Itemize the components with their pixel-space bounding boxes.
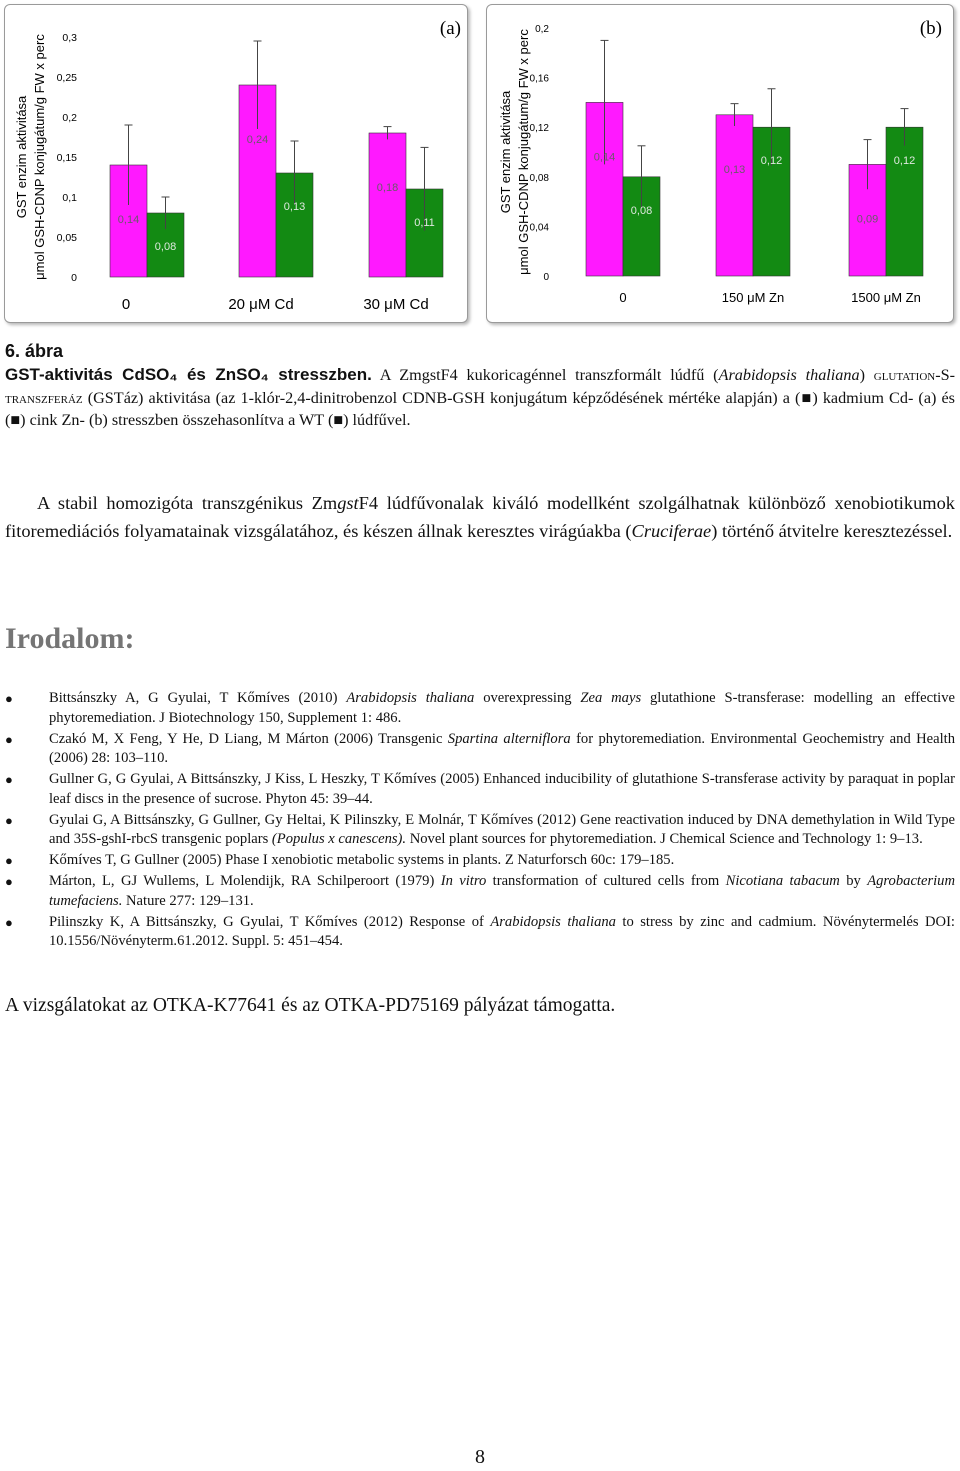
body-text: A stabil homozigóta transzgénikus Zm [37, 493, 338, 513]
data-label: 0,12 [893, 155, 916, 168]
figure-number: 6. ábra [5, 341, 64, 361]
x-category-label: 20 μM Cd [228, 296, 294, 313]
data-label: 0,12 [760, 155, 783, 168]
reference-text: Czakó M, X Feng, Y He, D Liang, M Márton (2006) Transgenic [49, 730, 448, 747]
legend-square-icon: ■ [800, 388, 813, 407]
bullet-icon: ● [5, 853, 13, 868]
data-label: 0,14 [593, 151, 616, 164]
reference-item [5, 689, 955, 728]
bar-transgenic [369, 133, 406, 277]
data-label: 0,11 [414, 217, 435, 229]
x-category-label: 0 [121, 296, 131, 313]
references-heading: Irodalom: [5, 622, 135, 655]
y-tick-label: 0 [543, 272, 549, 283]
y-tick-label: 0,16 [529, 73, 549, 85]
reference-item [5, 730, 955, 769]
caption-part: ) [859, 366, 874, 384]
reference-text: Kőmíves T, G Gullner (2005) Phase I xenobiotic metabolic systems in plants. Z Naturforsch 60c: 179–185. [49, 852, 675, 868]
chart-panel-a [4, 4, 468, 323]
body-family: Cruciferae [631, 520, 712, 541]
reference-italic: Zea mays [580, 690, 642, 706]
data-label: 0,09 [856, 213, 879, 226]
reference-text: for phytoremediation. Environmental Geochemistry and Health (2006) 28: 103–110. [49, 730, 956, 766]
data-label: 0,14 [117, 214, 140, 226]
caption-species: Arabidopsis thaliana [718, 366, 860, 384]
bullet-icon: ● [5, 914, 13, 930]
bullet-icon: ● [5, 874, 13, 889]
bullet-icon: ● [5, 772, 13, 787]
figure-title: GST-aktivitás CdSO₄ és ZnSO₄ stresszben. [5, 365, 372, 384]
reference-item [5, 851, 955, 871]
caption-enzyme: glutation-S-transzferáz [5, 366, 955, 407]
data-label: 0,08 [154, 241, 177, 253]
reference-text: Pilinszky K, A Bittsánszky, G Gyulai, T Kőmíves (2012) Response of [49, 913, 491, 930]
x-category-label: 150 μM Zn [721, 290, 785, 305]
reference-item [5, 770, 955, 809]
panel-label: (b) [919, 18, 942, 39]
caption-part: F4 kukoricagénnel transzformált lúdfű ( [440, 366, 719, 384]
reference-text: Gullner G, G Gyulai, A Bittsánszky, J Kiss, L Heszky, T Kőmíves (2005) Enhanced inducibility of glutathione S-transferase activity by paraquat in poplar leaf discs in the presence of sucrose. Phyton 45: 39–44. [49, 771, 955, 807]
bullet-icon: ● [5, 812, 13, 828]
bullet-icon: ● [5, 731, 13, 747]
data-label: 0,24 [246, 134, 269, 146]
figure-caption-text [5, 364, 955, 432]
body-paragraph [5, 490, 955, 545]
y-tick-label: 0,08 [529, 172, 549, 184]
y-tick-label: 0,2 [62, 112, 77, 124]
caption-part: (GSTáz) aktivitása (az 1-klór-2,4-dinitrobenzol CDNB-GSH konjugátum képződésének mértéke alapján) a ( [82, 388, 801, 407]
y-tick-label: 0,25 [56, 72, 77, 84]
y-axis-unit: μmol GSH-CDNP konjugátum/g FW x perc [32, 34, 47, 280]
data-label: 0,18 [376, 182, 399, 194]
y-tick-label: 0,12 [529, 123, 549, 135]
caption-part: A Zmgst [371, 366, 441, 384]
x-category-label: 0 [619, 290, 627, 305]
figure-caption [5, 340, 955, 432]
legend-square-icon: ■ [10, 411, 21, 429]
reference-italic: Agrobacterium tumefaciens. [49, 873, 956, 909]
reference-text: overexpressing [474, 690, 581, 706]
reference-italic: Nicotiana tabacum [725, 873, 840, 889]
y-tick-label: 0,04 [529, 222, 549, 234]
reference-italic: Arabidopsis thaliana [346, 690, 475, 706]
bar-wt [886, 127, 923, 276]
panel-label: (a) [439, 18, 461, 39]
y-tick-label: 0,3 [62, 32, 77, 44]
y-tick-label: 0,1 [62, 192, 77, 204]
data-label: 0,13 [283, 201, 306, 213]
y-tick-label: 0,05 [56, 232, 77, 244]
caption-part: ) lúdfűvel. [343, 411, 411, 429]
bar-chart-b [487, 5, 953, 322]
x-category-label: 1500 μM Zn [851, 290, 921, 305]
reference-item [5, 872, 955, 911]
reference-text: transformation of cultured cells from [486, 873, 726, 889]
reference-text: Nature 277: 129–131. [122, 892, 254, 909]
reference-item [5, 913, 955, 952]
reference-italic: (Populus x canescens). [271, 831, 407, 847]
reference-list [5, 689, 955, 953]
reference-text: glutathione S-transferase: modelling an effective phytoremediation. J Biotechnology 150, Supplement 1: 486. [49, 690, 955, 726]
body-gene: gst [337, 493, 359, 513]
funding-note: A vizsgálatokat az OTKA-K77641 és az OTKA-PD75169 pályázat támogatta. [5, 995, 616, 1016]
bar-chart-a [5, 5, 467, 322]
reference-text: Novel plant sources for phytoremediation. J Chemical Science and Technology 1: 9–13. [406, 831, 923, 847]
legend-square-icon: ■ [333, 411, 344, 429]
caption-part: ) kadmium Cd- (a) és ( [5, 388, 955, 429]
caption-part: ) cink Zn- (b) stresszben összehasonlítva a WT ( [20, 411, 334, 429]
bullet-icon: ● [5, 691, 13, 706]
reference-text: Gyulai G, A Bittsánszky, G Gullner, Gy Heltai, K Pilinszky, E Molnár, T Kőmíves (2012) Gene reactivation induced by DNA demethylation in Wild Type and 35S-gshI-rbcS transgenic poplars [49, 811, 955, 847]
reference-text: by [839, 873, 868, 889]
reference-text: to stress by zinc and cadmium. Növénytermelés DOI: 10.1556/Növényterm.61.2012. Suppl. 5: 451–454. [49, 913, 955, 949]
reference-italic: In vitro [440, 873, 487, 889]
y-axis-title: GST enzim aktivitása [498, 90, 513, 214]
y-tick-label: 0,15 [56, 152, 77, 164]
reference-text: Bittsánszky A, G Gyulai, T Kőmíves (2010) [49, 690, 347, 706]
body-text: F4 lúdfűvonalak kiváló modellként szolgálhatnak különböző xenobiotikumok fitoremediációs folyamatainak vizsgálatához, és készen állnak keresztes virágúakba ( [5, 493, 955, 541]
chart-panel-b [486, 4, 954, 323]
reference-italic: Arabidopsis thaliana [490, 913, 616, 930]
data-label: 0,08 [630, 204, 653, 217]
reference-text: Márton, L, GJ Wullems, L Molendijk, RA Schilperoort (1979) [49, 873, 441, 889]
data-label: 0,13 [723, 163, 746, 176]
reference-item [5, 811, 955, 850]
x-category-label: 30 μM Cd [363, 296, 429, 313]
page-number: 8 [475, 1446, 485, 1468]
y-tick-label: 0 [71, 272, 77, 284]
body-text: ) történő átvitelre keresztezéssel. [711, 520, 953, 541]
y-tick-label: 0,2 [535, 24, 549, 35]
y-axis-unit: μmol GSH-CDNP konjugátum/g FW x perc [516, 29, 531, 275]
reference-italic: Spartina alterniflora [447, 730, 571, 747]
bar-transgenic [716, 115, 753, 276]
y-axis-title: GST enzim aktivitása [14, 95, 29, 219]
